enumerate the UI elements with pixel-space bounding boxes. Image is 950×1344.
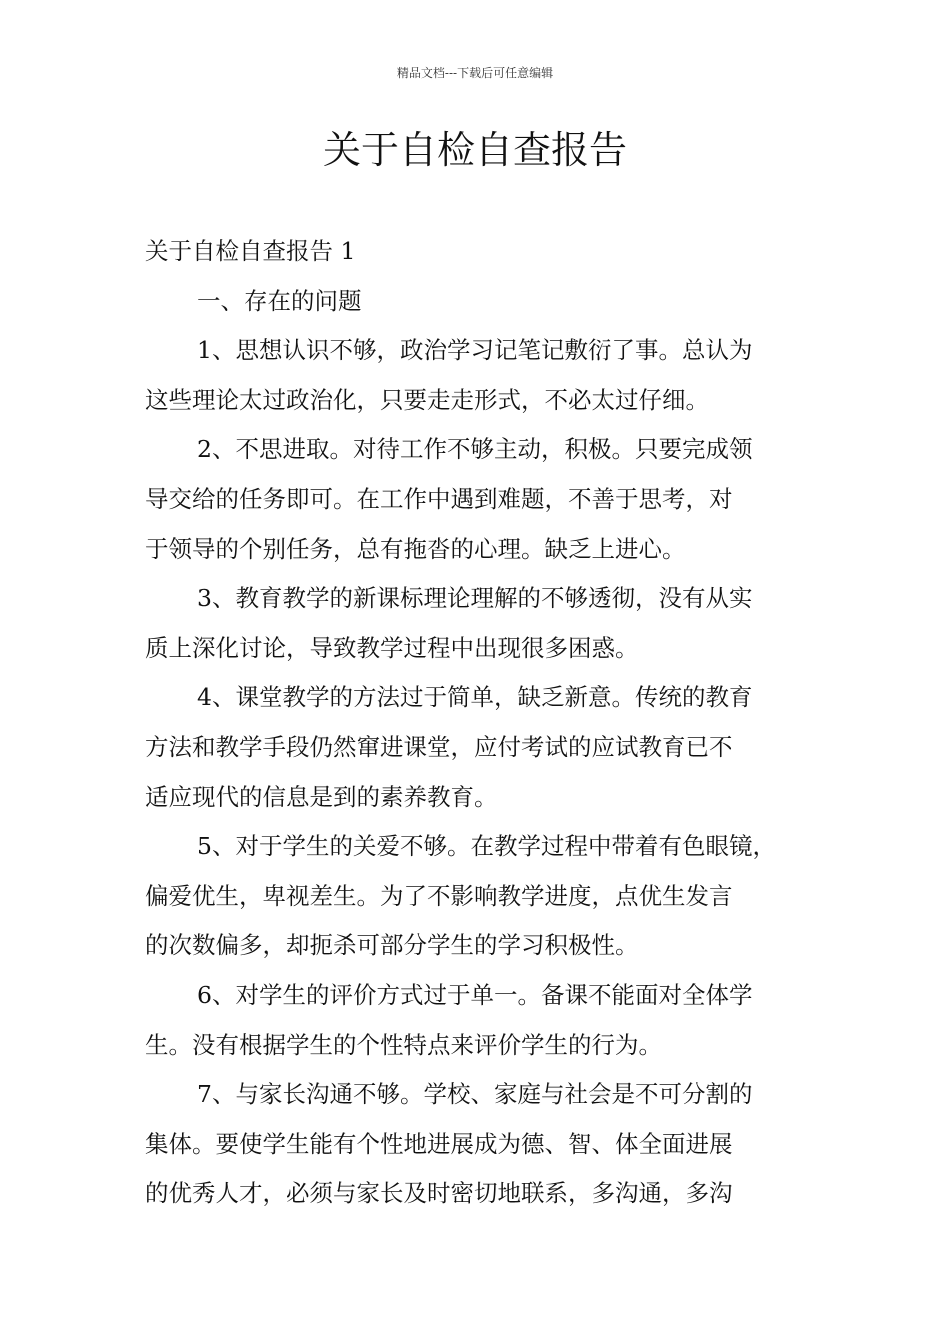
paragraph-line: 质上深化讨论，导致教学过程中出现很多困惑。	[145, 633, 639, 662]
paragraph-line: 集体。要使学生能有个性地进展成为德、智、体全面进展	[145, 1129, 733, 1158]
subheading: 一、存在的问题	[197, 286, 362, 315]
paragraph-line: 生。没有根据学生的个性特点来评价学生的行为。	[145, 1030, 662, 1059]
paragraph-line: 的次数偏多，却扼杀可部分学生的学习积极性。	[145, 931, 639, 960]
page-title: 关于自检自查报告	[322, 128, 627, 172]
paragraph-line: 3、教育教学的新课标理论理解的不够透彻，没有从实	[197, 584, 753, 613]
paragraph-line: 偏爱优生，卑视差生。为了不影响教学进度，点优生发言	[145, 881, 733, 910]
header-note: 精品文档---下载后可任意编辑	[396, 66, 554, 80]
paragraph-line: 4、课堂教学的方法过于简单，缺乏新意。传统的教育	[197, 683, 753, 712]
document-body	[145, 227, 813, 1219]
paragraph-line: 的优秀人才，必须与家长及时密切地联系，多沟通，多沟	[145, 1179, 733, 1208]
paragraph-line: 于领导的个别任务，总有拖沓的心理。缺乏上进心。	[145, 534, 686, 563]
paragraph-line: 这些理论太过政治化，只要走走形式，不必太过仔细。	[145, 385, 709, 414]
paragraph-line: 5、对于学生的关爱不够。在教学过程中带着有色眼镜，	[197, 832, 776, 861]
paragraph-line: 方法和教学手段仍然窜进课堂，应付考试的应试教育已不	[145, 732, 733, 761]
paragraph-line: 7、与家长沟通不够。学校、家庭与社会是不可分割的	[197, 1080, 753, 1109]
paragraph-line: 2、不思进取。对待工作不够主动，积极。只要完成领	[197, 435, 753, 464]
paragraph-line: 适应现代的信息是到的素养教育。	[145, 782, 498, 811]
section-heading: 关于自检自查报告 1	[145, 237, 356, 265]
paragraph-line: 1、思想认识不够，政治学习记笔记敷衍了事。总认为	[197, 336, 753, 365]
paragraph-line: 6、对学生的评价方式过于单一。备课不能面对全体学	[197, 980, 753, 1009]
paragraph-line: 导交给的任务即可。在工作中遇到难题，不善于思考，对	[145, 484, 733, 513]
